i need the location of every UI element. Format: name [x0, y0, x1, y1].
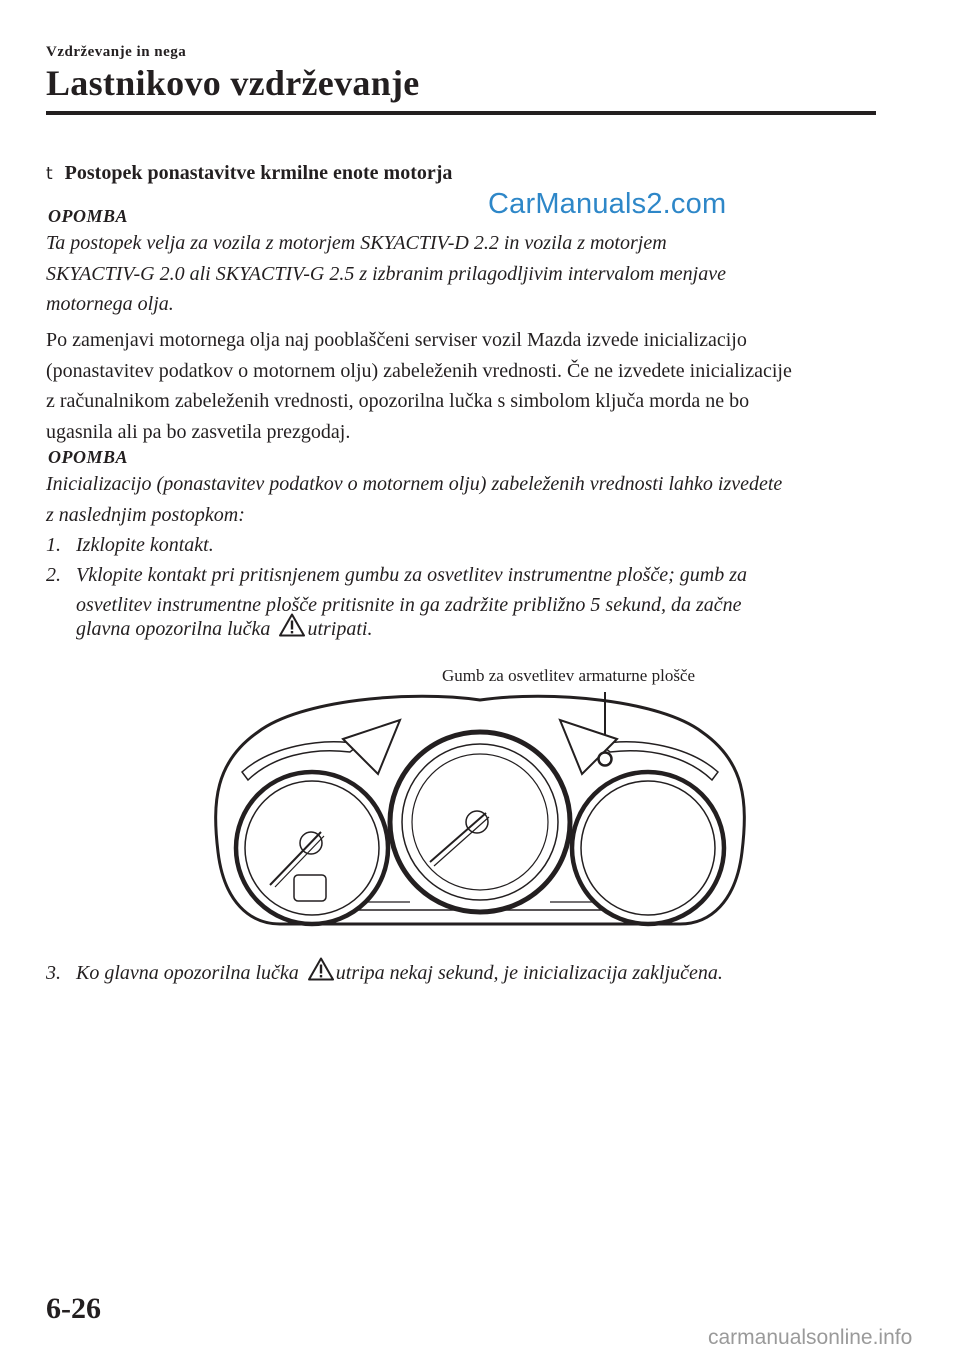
body-line: z računalnikom zabeleženih vrednosti, opozorilna lučka s simbolom ključa morda ne bo [46, 390, 750, 412]
section-bullet: t [46, 164, 53, 184]
step-text: utripati. [307, 618, 373, 640]
page-number: 6-26 [46, 1292, 101, 1325]
step-1 [46, 530, 214, 561]
step-number: 2. [46, 564, 61, 586]
footer-site-link[interactable]: carmanualsonline.info [708, 1326, 913, 1349]
body-line: ugasnila ali pa bo zasvetila prezgodaj. [46, 420, 351, 443]
warning-triangle-icon [308, 957, 334, 991]
step-text: Vklopite kontakt pri pritisnjenem gumbu za osvetlitev instrumentne plošče; gumb za [76, 564, 747, 586]
note-text [46, 469, 881, 530]
note-line: Ta postopek velja za vozila z motorjem SKYACTIV-D 2.2 in vozila z motorjem [46, 232, 667, 254]
step-text: Izklopite kontakt. [76, 534, 214, 556]
step-2 [46, 560, 747, 591]
page-title: Lastnikovo vzdrževanje [46, 63, 420, 103]
note-heading: OPOMBA [48, 206, 129, 226]
note-line: Inicializacijo (ponastavitev podatkov o motornem olju) zabeleženih vrednosti lahko izvedete [46, 473, 783, 495]
step-text: Ko glavna opozorilna lučka [76, 962, 299, 984]
step-2-continued: osvetlitev instrumentne plošče pritisnite in ga zadržite približno 5 sekund, da začne [76, 594, 742, 616]
step-number: 3. [46, 962, 61, 984]
watermark-link[interactable]: CarManuals2.com [488, 188, 727, 220]
step-number: 1. [46, 534, 61, 556]
note-heading: OPOMBA [48, 447, 129, 467]
note-line: z naslednjim postopkom: [46, 503, 245, 526]
section-heading [46, 162, 452, 185]
warning-triangle-icon [279, 613, 305, 647]
chapter-heading: Vzdrževanje in nega [46, 44, 187, 60]
body-line: (ponastavitev podatkov o motornem olju) zabeleženih vrednosti. Če ne izvedete inicializacije [46, 359, 792, 382]
instrument-cluster-illustration [210, 692, 750, 942]
note-line: motornega olja. [46, 293, 174, 315]
body-line: Po zamenjavi motornega olja naj pooblaščeni serviser vozil Mazda izvede inicializacijo [46, 329, 747, 351]
note-text [46, 228, 881, 320]
title-divider [46, 111, 876, 115]
step-text: utripa nekaj sekund, je inicializacija zaključena. [335, 962, 723, 984]
step-text: glavna opozorilna lučka [76, 618, 271, 640]
body-paragraph [46, 325, 881, 447]
figure-callout-label: Gumb za osvetlitev armaturne plošče [442, 666, 696, 685]
step-2-continued [76, 613, 372, 647]
note-line: SKYACTIV-G 2.0 ali SKYACTIV-G 2.5 z izbranim prilagodljivim intervalom menjave [46, 262, 726, 285]
section-title: Postopek ponastavitve krmilne enote motorja [64, 162, 453, 184]
step-3 [46, 957, 723, 991]
